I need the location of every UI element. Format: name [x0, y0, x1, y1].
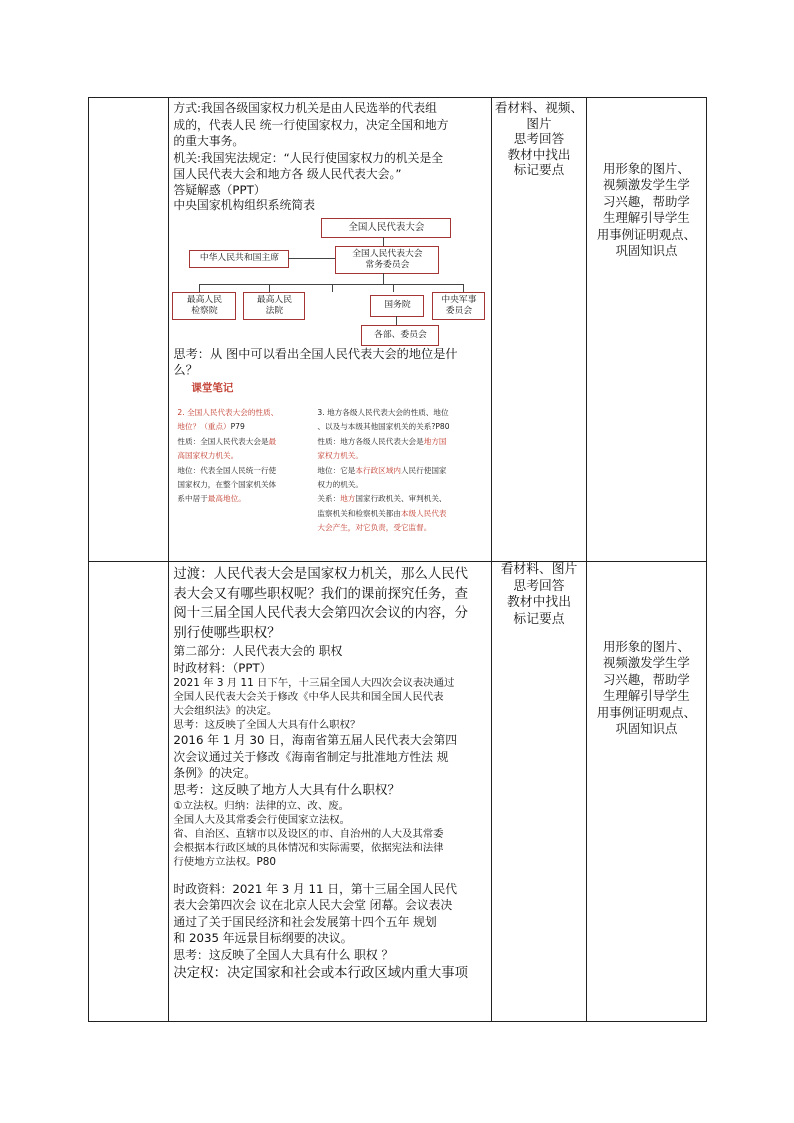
text-line: 方式:我国各级国家权力机关是由人民选举的代表组: [173, 101, 437, 115]
notes-text: 本级人民代表: [400, 508, 447, 518]
text-line: 机关:我国宪法规定：“人民行使国家权力的机关是全: [173, 150, 444, 165]
org-label: 最高人民: [186, 294, 223, 305]
notes-line: 大会产生，对它负责，受它监督。: [317, 523, 432, 533]
intent-line: 习兴趣，帮助学: [603, 193, 690, 209]
text-line: 思考：这反映了全国人大具有什么职权？: [173, 719, 361, 732]
text-line: 全国人民代表大会关于修改《中华人民共和国全国人民代表: [173, 691, 444, 704]
org-box-court: [243, 292, 305, 320]
connector-line: [199, 284, 200, 292]
text-line: 时政材料：（PPT）: [173, 660, 272, 675]
notes-line: [177, 492, 315, 506]
connector-line: [199, 284, 463, 285]
notes-text: 系中居于: [177, 494, 208, 504]
notes-line: 高国家权力机关。: [177, 451, 239, 461]
text-line: 时政资料：2021 年 3 月 11 日，第十三届全国人民代: [173, 881, 458, 896]
text-line: 大会组织法》的决定。: [173, 705, 278, 718]
text-line: 表大会又有哪些职权呢？我们的课前探究任务，查: [173, 586, 469, 602]
org-label: 各部、委员会: [374, 329, 427, 340]
notes-line: [317, 507, 483, 521]
notes-line: [177, 435, 315, 449]
text-line: 行使地方立法权。P80: [173, 855, 277, 868]
notes-text: 性质：全国人民代表大会是: [177, 436, 269, 446]
activity-line: 图片: [526, 115, 552, 131]
activity-line: 看材料、图片: [500, 562, 578, 577]
notes-title: 课堂笔记: [191, 381, 234, 394]
notes-text: 地位？（重点）: [177, 422, 231, 432]
notes-line: [317, 464, 483, 478]
connector-line: [463, 284, 464, 292]
text-line: 答疑解惑（PPT）: [173, 182, 266, 197]
text-line: 别行使哪些职权？: [173, 625, 281, 641]
connector-line: [269, 284, 270, 292]
activity-line: 教材中找出: [507, 595, 571, 611]
design-intent: [587, 562, 706, 737]
design-intent: [587, 98, 706, 259]
question-block: [169, 345, 491, 378]
notes-text: 最高地位。: [207, 494, 246, 504]
text-line: 省、自治区、直辖市以及设区的市、自治州的人大及其常委: [173, 827, 444, 840]
text-line: 表大会第四次会 议在北京人民大会堂 闭幕。会议表决: [173, 898, 453, 913]
org-label: 法院: [265, 305, 284, 316]
student-activity: [492, 562, 586, 628]
notes-text: 地方: [340, 494, 356, 504]
connector-line: [393, 284, 394, 292]
activity-line: 思考回答: [513, 578, 565, 594]
notes-line: 地位：代表全国人民统一行使: [177, 465, 277, 475]
org-box-ministries: [361, 325, 439, 346]
content-cell: [169, 98, 492, 562]
notes-text: 关系：: [317, 494, 341, 504]
notes-line: [177, 420, 315, 434]
student-activity: [492, 98, 586, 178]
org-label: 常务委员会: [365, 259, 410, 270]
notes-line: 权力的机关。: [317, 480, 363, 489]
org-label: 委员会: [445, 305, 473, 316]
org-box-cmc: [432, 292, 485, 320]
org-box-president: [189, 250, 289, 268]
intent-line: 巩固知识点: [615, 721, 678, 737]
spacer: [173, 869, 487, 881]
text-line: 国人民代表大会和地方各 级人民代表大会。”: [173, 167, 402, 182]
text-line: 和 2035 年远景目标纲要的决议。: [173, 931, 353, 946]
notes-text: 最: [268, 436, 277, 446]
text-line: 阅十三届全国人民代表大会第四次会议的内容，分: [173, 606, 469, 621]
notes-text: 性质：地方各级人民代表大会是: [317, 436, 424, 446]
question-line: 思考：从 图中可以看出全国人民代表大会的地位是什: [173, 346, 458, 361]
org-label: 检察院: [191, 305, 218, 316]
notes-text: 地方国: [423, 436, 447, 446]
org-box-procuratorate: [172, 292, 236, 320]
text-line: 第二部分：人民代表大会的 职权: [173, 644, 343, 658]
notes-line: [317, 492, 483, 506]
intent-line: 视频激发学生学: [603, 655, 690, 671]
text-line: 会根据本行政区域的具体情况和实际需要，依据宪法和法律: [173, 841, 444, 854]
activity-line: 看材料、视频、: [494, 100, 584, 115]
text-line: 2021 年 3 月 11 日下午，十三届全国人大四次会议表决通过: [173, 677, 455, 690]
connector-line: [288, 258, 335, 259]
intent-line: 视频激发学生学: [603, 177, 690, 193]
text-line: 思考：这反映了全国人大具有什么 职权 ？: [173, 947, 394, 962]
row1-content: [169, 100, 491, 213]
question-line: 么？: [173, 362, 198, 377]
intent-line: 用形象的图片、: [603, 161, 690, 176]
text-line: 决定权：决定国家和社会或本行政区域内重大事项: [173, 965, 469, 981]
activity-line: 标记要点: [513, 162, 565, 178]
notes-line: 、以及与本级其他国家机关的关系?P80: [317, 422, 450, 432]
text-line: ①立法权。归纳：法律的立、改、废。: [173, 799, 349, 812]
content-cell: [169, 562, 492, 1022]
intent-line: 用事例证明观点、: [596, 226, 696, 242]
connector-line: [332, 284, 333, 292]
intent-line: 习兴趣，帮助学: [603, 671, 690, 687]
text-line: 过渡：人民代表大会是国家权力机关，那么人民代: [173, 567, 469, 582]
notes-line: 国家权力，在整个国家机关体: [177, 480, 277, 489]
org-label: 中华人民共和国主席: [199, 253, 280, 264]
org-label: 国务院: [384, 300, 411, 311]
activity-line: 思考回答: [513, 131, 565, 147]
blank-cell: [89, 98, 169, 562]
notes-text: 地位：它是: [317, 465, 356, 475]
org-label: 中央军事: [441, 294, 477, 305]
intent-line: 生理解引导学生: [603, 210, 690, 226]
text-line: 思考：这反映了地方人大具有什么职权？: [173, 781, 401, 797]
notes-text: 监察机关和检察机关都由: [317, 508, 401, 518]
org-box-npc: [321, 218, 451, 238]
activity-line: 标记要点: [513, 611, 565, 627]
intent-line: 用形象的图片、: [603, 639, 690, 654]
org-label: 最高人民: [256, 294, 293, 305]
activity-cell: [492, 98, 587, 562]
org-box-standing-committee: [335, 246, 439, 274]
table-row: [89, 98, 707, 562]
text-line: 的重大事务。: [173, 134, 245, 149]
org-chart: [169, 213, 486, 345]
table-row: [89, 562, 707, 1022]
notes-text: 本行政区域内: [355, 465, 401, 475]
notes-line: [317, 435, 483, 449]
lesson-plan-table: [88, 97, 707, 1022]
text-line: 2016 年 1 月 30 日，海南省第五届人民代表大会第四: [173, 733, 458, 748]
text-line: 条例》的决定。: [173, 766, 257, 781]
intent-line: 巩固知识点: [615, 243, 678, 259]
intent-cell: [586, 98, 706, 562]
text-line: 全国人大及其常委会行使国家立法权。: [173, 813, 351, 826]
connector-line: [383, 273, 384, 284]
text-line: 中央国家机构组织系统简表: [173, 197, 315, 212]
notes-line: 2. 全国人民代表大会的性质、: [177, 407, 279, 417]
org-box-state-council: [370, 295, 424, 317]
activity-cell: [492, 562, 587, 1022]
row2-content: [169, 562, 491, 983]
notes-text: 人民行使国家: [400, 465, 447, 475]
class-notes-image: [169, 378, 486, 545]
org-label: 全国人民代表大会: [348, 222, 425, 234]
org-label: 全国人民代表大会: [352, 248, 423, 259]
blank-cell: [89, 562, 169, 1022]
notes-line: 家权力机关。: [317, 451, 363, 461]
notes-right-column: [317, 406, 483, 536]
activity-line: 教材中找出: [507, 146, 571, 162]
text-line: 次会议通过关于修改《海南省制定与批准地方性法 规: [173, 749, 449, 764]
intent-line: 生理解引导学生: [603, 688, 690, 704]
text-line: 成的，代表人民 统一行使国家权力，决定全国和地方: [173, 117, 449, 132]
text-line: 通过了关于国民经济和社会发展第十四个五年 规划: [173, 914, 437, 929]
notes-left-column: [177, 406, 315, 507]
intent-line: 用事例证明观点、: [596, 704, 696, 720]
notes-text: P79: [230, 422, 245, 432]
notes-text: 国家行政机关、审判机关、: [355, 494, 447, 504]
intent-cell: [586, 562, 706, 1022]
notes-line: 3. 地方各级人民代表大会的性质、地位: [317, 407, 449, 417]
